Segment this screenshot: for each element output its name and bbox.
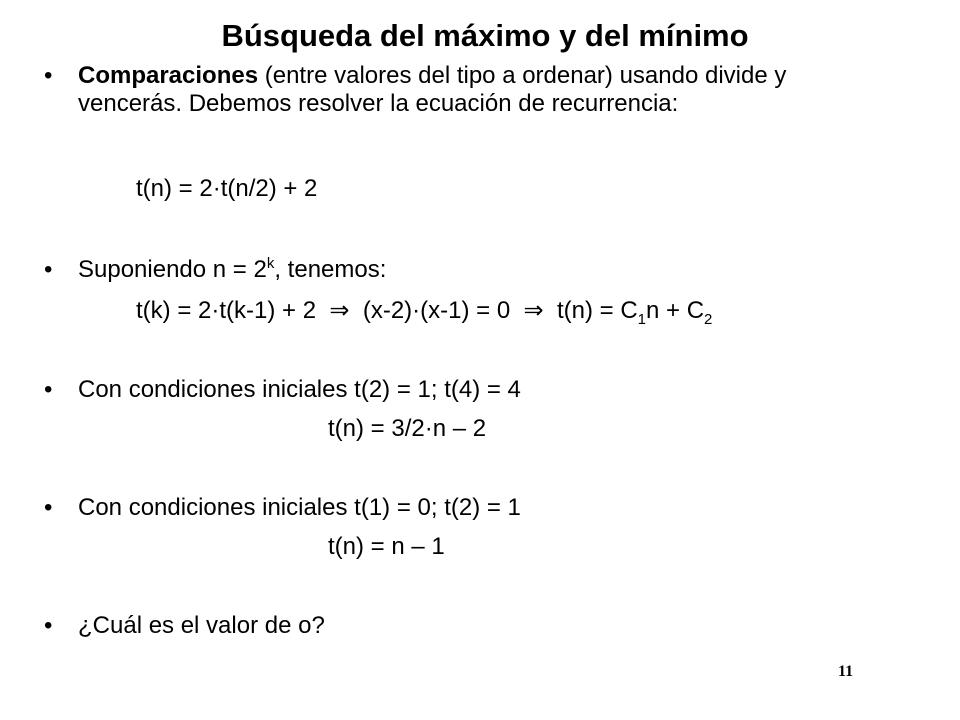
eq-mid: (x-2)·(x-1) = 0 — [362, 297, 511, 324]
bullet-icon: • — [44, 62, 53, 89]
equation-recurrence: t(n) = 2·t(n/2) + 2 — [136, 175, 318, 202]
subscript: 2 — [704, 310, 713, 328]
subscript: 1 — [637, 310, 647, 328]
implies-icon: ⇒ — [329, 297, 350, 324]
bullet-text — [78, 62, 858, 118]
bullet-text — [78, 256, 858, 284]
bullet-body: (entre valores del tipo a ordenar) usando divide y vencerás. Debemos resolver la ecuación de recurrencia: — [78, 62, 787, 117]
bullet-icon: • — [44, 376, 53, 403]
slide-title: Búsqueda del máximo y del mínimo — [221, 18, 749, 53]
bold-term: Comparaciones — [78, 62, 259, 89]
eq-right: t(n) = C — [556, 297, 638, 324]
bullet-icon: • — [44, 256, 53, 283]
text-part: Suponiendo n = 2 — [78, 256, 267, 283]
bullet-text: Con condiciones iniciales t(2) = 1; t(4) = 4 — [78, 376, 521, 403]
bullet-icon: • — [44, 612, 53, 639]
eq-right: n + C — [646, 297, 705, 324]
bullet-icon: • — [44, 494, 53, 521]
bullet-text: Con condiciones iniciales t(1) = 0; t(2) = 1 — [78, 494, 521, 521]
equation-solution — [136, 296, 712, 326]
bullet-text: ¿Cuál es el valor de o? — [78, 612, 325, 639]
page-number: 11 — [838, 663, 854, 680]
equation-result-1: t(n) = 3/2·n – 2 — [328, 415, 487, 442]
implies-icon: ⇒ — [523, 297, 544, 324]
text-part: , tenemos: — [274, 256, 387, 283]
superscript: k — [266, 255, 275, 272]
eq-left: t(k) = 2·t(k-1) + 2 — [136, 297, 317, 324]
equation-result-2: t(n) = n – 1 — [328, 533, 445, 560]
